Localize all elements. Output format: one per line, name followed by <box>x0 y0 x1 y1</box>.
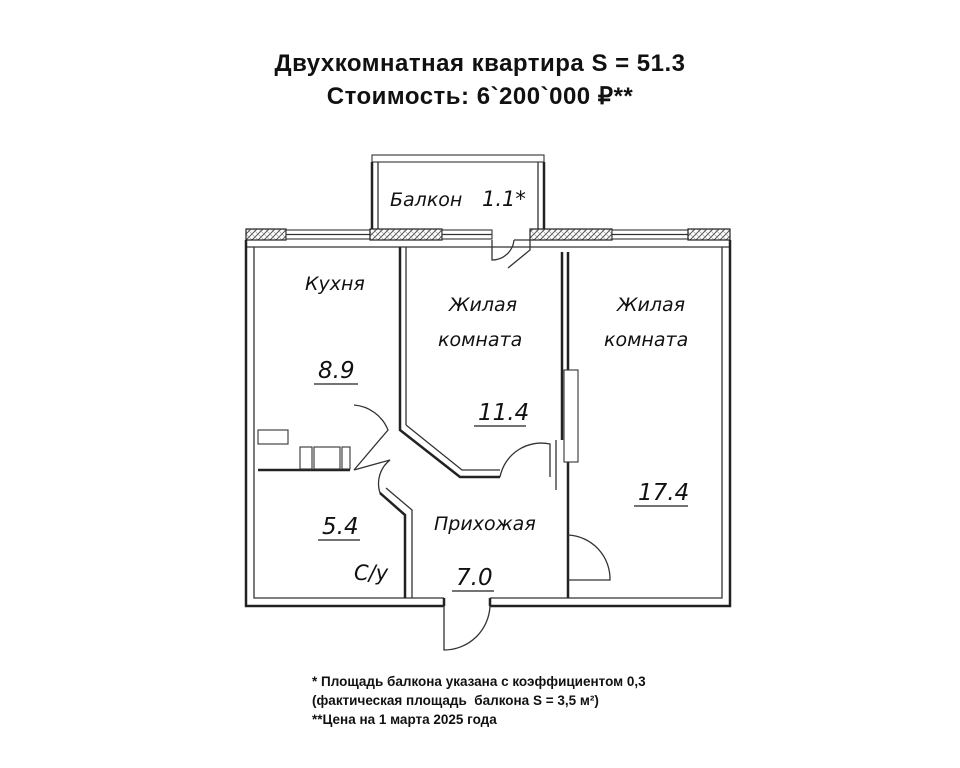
kitchen-area: 8.9 <box>318 358 355 384</box>
kitchen-name: Кухня <box>305 273 365 295</box>
living2-door <box>568 535 610 580</box>
top-wall <box>246 229 730 247</box>
partitions <box>258 247 578 598</box>
bathroom-name: С/у <box>354 561 389 585</box>
price-text: Стоимость: 6`200`000 ₽** <box>326 83 634 110</box>
balcony-door <box>492 240 514 260</box>
living1-area: 11.4 <box>478 400 530 426</box>
bathroom-area: 5.4 <box>322 514 359 540</box>
living1-name-line2: комната <box>438 329 523 351</box>
balcony-area: 1.1* <box>482 187 526 211</box>
footnote-balcony-actual-area: (фактическая площадь балкона S = 3,5 м²) <box>312 693 599 708</box>
plan-title: Двухкомнатная квартира S = 51.3 <box>274 50 686 77</box>
bathroom-door <box>354 460 390 493</box>
living2-name-line2: комната <box>604 329 689 351</box>
living2-area: 17.4 <box>638 480 690 506</box>
balcony-name: Балкон <box>390 189 463 211</box>
hall-area: 7.0 <box>456 565 493 591</box>
footnote-balcony-coefficient: * Площадь балкона указана с коэффициентом 0,3 <box>312 674 646 689</box>
living1-door <box>500 443 550 477</box>
footnotes <box>312 672 646 729</box>
living1-name-line1: Жилая <box>449 294 518 316</box>
entrance-door <box>444 606 490 650</box>
kitchen-door <box>354 405 388 470</box>
hall-name: Прихожая <box>434 513 536 535</box>
living2-name-line1: Жилая <box>617 294 686 316</box>
footnote-price-date: **Цена на 1 марта 2025 года <box>312 712 497 727</box>
